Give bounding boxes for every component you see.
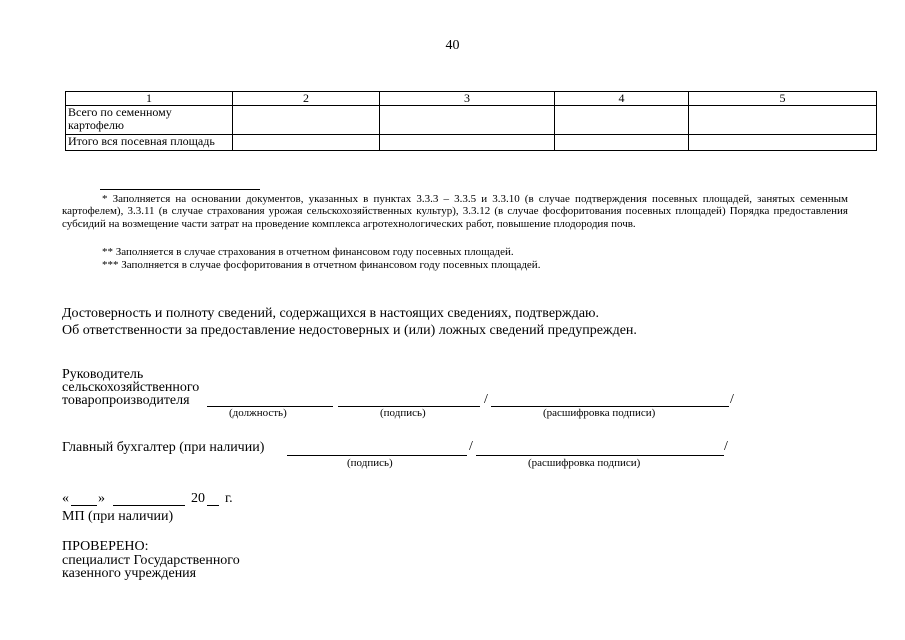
signature-caption: (подпись) — [347, 457, 393, 469]
verified-line2: казенного учреждения — [62, 566, 197, 581]
column-header: 5 — [689, 92, 877, 106]
accountant-decoding-field[interactable] — [476, 455, 724, 456]
head-title-line1: Руководитель — [62, 367, 144, 382]
table-cell — [555, 106, 689, 135]
row-label: Всего по семенному картофелю — [66, 106, 233, 135]
column-header: 4 — [555, 92, 689, 106]
year-field[interactable] — [207, 505, 219, 506]
month-field[interactable] — [113, 505, 185, 506]
table-cell — [233, 106, 380, 135]
column-header: 1 — [66, 92, 233, 106]
head-title-line2: сельскохозяйственного — [62, 380, 200, 395]
table-header-row — [66, 92, 877, 106]
table-cell — [233, 135, 380, 151]
date-open-quote: « — [62, 491, 69, 506]
footnote-1: * Заполняется на основании документов, указанных в пунктах 3.3.3 – 3.3.5 и 3.3.10 (в случае подтверждения посевных площадей, занятых семенным картофелем), 3.3.11 (в случае страхования урожая сельскохозяйственных культур), 3.3.12 (в случае фосфоритования посевных площадей) Порядка предоставления субсидий на возмещение части затрат на проведение комплекса агротехнологических работ, повышение плодородия почв. — [62, 193, 848, 230]
table-cell — [380, 135, 555, 151]
page-number: 40 — [445, 38, 460, 53]
position-caption: (должность) — [229, 407, 287, 419]
accountant-title: Главный бухгалтер (при наличии) — [62, 440, 265, 455]
slash-separator: / — [724, 439, 728, 454]
table-cell — [555, 135, 689, 151]
footnote-2: ** Заполняется в случае страхования в отчетном финансовом году посевных площадей. — [102, 246, 514, 258]
accountant-signature-field[interactable] — [287, 455, 467, 456]
head-title-line3: товаропроизводителя — [62, 393, 190, 408]
verified-line1: специалист Государственного — [62, 553, 240, 568]
decoding-caption: (расшифровка подписи) — [528, 457, 641, 469]
slash-separator: / — [469, 439, 473, 454]
table-cell — [380, 106, 555, 135]
year-prefix: 20 — [191, 491, 205, 506]
data-table — [65, 91, 877, 151]
row-label: Итого вся посевная площадь — [66, 135, 233, 151]
footnote-separator — [100, 189, 260, 190]
table-cell — [689, 135, 877, 151]
year-suffix: г. — [225, 491, 233, 506]
date-close-quote: » — [98, 491, 105, 506]
table-cell — [689, 106, 877, 135]
table-row — [66, 135, 877, 151]
decoding-caption: (расшифровка подписи) — [543, 407, 656, 419]
stamp-label: МП (при наличии) — [62, 509, 174, 524]
signature-caption: (подпись) — [380, 407, 426, 419]
confirmation-statement: Достоверность и полноту сведений, содержащихся в настоящих сведениях, подтверждаю. — [62, 306, 599, 321]
day-field[interactable] — [71, 505, 97, 506]
slash-separator: / — [730, 392, 734, 407]
slash-separator: / — [484, 392, 488, 407]
column-header: 3 — [380, 92, 555, 106]
responsibility-statement: Об ответственности за предоставление недостоверных и (или) ложных сведений предупрежден. — [62, 323, 637, 338]
table-row — [66, 106, 877, 135]
footnote-3: *** Заполняется в случае фосфоритования в отчетном финансовом году посевных площадей. — [102, 259, 541, 271]
verified-title: ПРОВЕРЕНО: — [62, 539, 149, 554]
column-header: 2 — [233, 92, 380, 106]
